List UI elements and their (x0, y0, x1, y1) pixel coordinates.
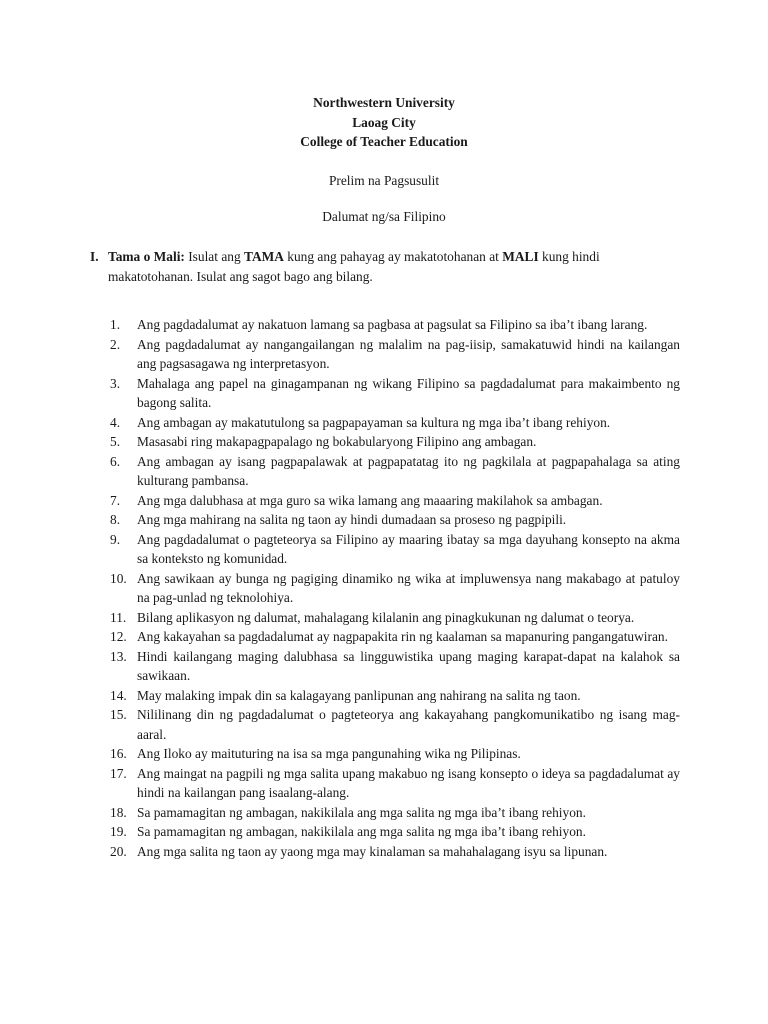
instructions-part-2: kung ang pahayag ay makatotohanan at (283, 249, 503, 264)
list-item (110, 686, 680, 706)
list-item (110, 315, 680, 335)
item-number: 20. (110, 843, 127, 859)
list-item (110, 530, 680, 569)
list-item (110, 705, 680, 744)
list-item (110, 413, 680, 433)
list-item (110, 822, 680, 842)
instructions-text (108, 247, 680, 286)
item-text: Ang ambagan ay makatutulong sa pagpapayaman sa kultura ng mga iba’t ibang rehiyon. (137, 414, 611, 430)
keyword-tama: TAMA (244, 249, 284, 264)
list-item (110, 491, 680, 511)
item-number: 10. (110, 570, 127, 586)
item-text: Sa pamamagitan ng ambagan, nakikilala ang mga salita ng mga iba’t ibang rehiyon. (137, 824, 586, 839)
item-number: 15. (110, 707, 127, 722)
item-number: 7. (110, 492, 121, 508)
item-text: Ang mga mahirang na salita ng taon ay hindi dumadaan sa proseso ng pagpipili. (137, 512, 567, 527)
section-number: I. (90, 249, 99, 264)
item-number: 16. (110, 746, 127, 761)
item-text: Ang ambagan ay isang pagpapalawak at pagpapatatag ito ng pagkilala at pagpapahalaga sa ating kulturang pambansa. (137, 453, 680, 488)
item-text: Ang kakayahan sa pagdadalumat ay nagpapakita rin ng kaalaman sa mapanuring pangangatuwiran. (137, 629, 668, 644)
item-number: 11. (110, 609, 127, 625)
section-heading: Tama o Mali: (108, 249, 185, 264)
item-number: 3. (110, 375, 121, 391)
exam-title: Prelim na Pagsusulit (328, 173, 440, 188)
list-item (110, 803, 680, 823)
item-text: Nililinang din ng pagdadalumat o pagteteorya ang kakayahang pangkomunikatibo ng isang mag-aaral. (137, 707, 680, 742)
item-number: 14. (110, 687, 127, 703)
item-text: Ang mga salita ng taon ay yaong mga may kinalaman sa mahahalagang isyu sa lipunan. (137, 843, 608, 859)
college-name: College of Teacher Education (300, 134, 468, 149)
university-name: Northwestern University (313, 95, 455, 110)
item-text: Masasabi ring makapagpapalago ng bokabularyong Filipino ang ambagan. (137, 434, 537, 449)
item-number: 8. (110, 512, 121, 527)
item-text: Ang pagdadalumat o pagteteorya sa Filipino ay maaring ibatay sa mga dayuhang konsepto na akma sa konteksto ng komunidad. (137, 531, 680, 566)
list-item (110, 764, 680, 803)
list-item (110, 452, 680, 491)
instructions-part-3: kung hindi makatotohanan. Isulat ang sagot bago ang bilang. (108, 249, 600, 284)
item-text: May malaking impak din sa kalagayang panlipunan ang nahirang na salita ng taon. (137, 687, 581, 703)
list-item (110, 608, 680, 628)
list-item (110, 627, 680, 647)
list-item (110, 335, 680, 374)
list-item (110, 744, 680, 764)
list-item (110, 647, 680, 686)
list-item (110, 374, 680, 413)
item-text: Ang Iloko ay maituturing na isa sa mga pangunahing wika ng Pilipinas. (137, 746, 521, 761)
keyword-mali: MALI (502, 249, 539, 264)
item-text: Hindi kailangang maging dalubhasa sa lingguwistika upang maging karapat-dapat na kalahok sa sawikaan. (137, 648, 680, 683)
statement-list (110, 315, 680, 861)
item-text: Bilang aplikasyon ng dalumat, mahalagang kilalanin ang pinagkukunan ng dalumat o teorya. (137, 609, 635, 625)
item-number: 1. (110, 317, 121, 332)
item-number: 4. (110, 414, 121, 430)
list-item (110, 432, 680, 452)
item-number: 13. (110, 648, 127, 664)
instructions-part-1: Isulat ang (184, 249, 245, 264)
item-text: Ang pagdadalumat ay nangangailangan ng malalim na pag-iisip, samakatuwid hindi na kailangan ang pagsasagawa ng interpretasyon. (137, 336, 680, 371)
item-text: Mahalaga ang papel na ginagampanan ng wikang Filipino sa pagdadalumat para makaimbento ng bagong salita. (137, 375, 680, 410)
item-text: Ang sawikaan ay bunga ng pagiging dinamiko ng wika at impluwensya nang makabago at patuloy na pag-unlad ng teknolohiya. (137, 570, 680, 605)
list-item (110, 842, 680, 862)
item-text: Ang maingat na pagpili ng mga salita upang makabuo ng isang konsepto o ideya sa pagdadalumat ay hindi na kailangan pang isaalang-alang. (137, 765, 680, 800)
item-number: 6. (110, 453, 121, 469)
item-number: 5. (110, 434, 121, 449)
item-number: 18. (110, 804, 127, 820)
item-number: 2. (110, 336, 121, 352)
item-number: 12. (110, 629, 127, 644)
item-text: Sa pamamagitan ng ambagan, nakikilala ang mga salita ng mga iba’t ibang rehiyon. (137, 804, 586, 820)
list-item (110, 569, 680, 608)
item-text: Ang mga dalubhasa at mga guro sa wika lamang ang maaaring makilahok sa ambagan. (137, 492, 603, 508)
document-header (0, 93, 768, 152)
city-name: Laoag City (352, 114, 416, 130)
item-number: 19. (110, 824, 127, 839)
item-text: Ang pagdadalumat ay nakatuon lamang sa pagbasa at pagsulat sa Filipino sa iba’t ibang larang. (137, 317, 648, 332)
item-number: 17. (110, 765, 127, 781)
section-instructions (90, 247, 680, 286)
item-number: 9. (110, 531, 121, 547)
list-item (110, 510, 680, 530)
course-title: Dalumat ng/sa Filipino (322, 209, 446, 224)
